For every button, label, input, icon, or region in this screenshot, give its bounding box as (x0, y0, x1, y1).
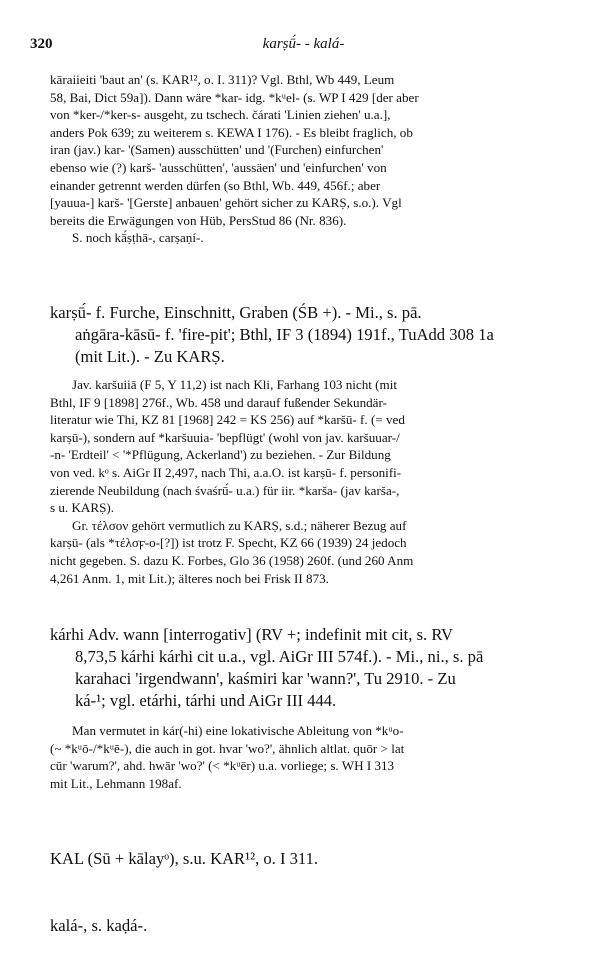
entry-karhi-notes (50, 722, 580, 792)
text-line: karṣū- (als *τέλσϝ-ο-[?]) ist trotz F. Specht, KZ 66 (1939) 24 jedoch (50, 535, 407, 551)
entry-karsu-notes (50, 376, 580, 587)
entry-line: karṣū́- f. Furche, Einschnitt, Graben (ŚB +). - Mi., s. pā. (50, 303, 422, 322)
text-line: anders Pok 639; zu weiterem s. KEWA I 176). - Es bleibt fraglich, ob (50, 124, 413, 140)
text-line: einander getrennt werden dürfen (so Bthl, Wb. 449, 456f.; aber (50, 177, 381, 193)
entry-karhi (50, 624, 590, 712)
text-line: von ved. kᵒ s. AiGr II 2,497, nach Thi, a.a.O. ist karṣū- f. personifi- (50, 464, 402, 480)
text-line: literatur wie Thi, KZ 81 [1968] 242 = KS 256) auf *karšū- f. (= ved (50, 412, 405, 428)
text-line: Bthl, IF 9 [1898] 276f., Wb. 458 und darauf fußender Sekundär- (50, 394, 387, 410)
text-line: von *ker-/*ker-s- ausgeht, zu tschech. čárati 'Linien ziehen' u.a.], (50, 107, 391, 123)
text-line: Man vermutet in kár(-hi) eine lokativische Ableitung von *kᵘo- (72, 723, 404, 738)
page-number: 320 (30, 36, 53, 52)
continuation-block (50, 71, 580, 247)
text-line: 4,261 Anm. 1, mit Lit.); älteres noch bei Frisk II 873. (50, 570, 329, 586)
page-header (30, 36, 577, 58)
entry-kala (50, 915, 590, 937)
see-also-line: S. noch kā́ṣṭhā-, carṣaṇí-. (72, 230, 204, 246)
text-line: nicht gegeben. S. dazu K. Forbes, Glo 36 (1958) 260f. (und 260 Anm (50, 552, 414, 568)
entry-kal (50, 848, 590, 870)
entry-line: kárhi Adv. wann [interrogativ] (RV +; indefinit mit cit, s. RV (50, 625, 454, 644)
text-line: karṣū-), sondern auf *karšuuia- 'bepflügt' (wohl von jav. karšuuar-/ (50, 429, 400, 445)
text-line: bereits die Erwägungen von Hüb, PersStud 86 (Nr. 836). (50, 212, 347, 228)
entry-line: kalá-, s. kaḍá-. (50, 916, 148, 935)
text-line: Jav. karšuiiā (F 5, Y 11,2) ist nach Kli, Farhang 103 nicht (mit (72, 377, 397, 392)
entry-line: 8,73,5 kárhi kárhi cit u.a., vgl. AiGr III 574f.). - Mi., ni., s. pā (75, 647, 484, 666)
entry-line: karahaci 'irgendwann', kaśmiri kar 'wann?', Tu 2910. - Zu (75, 669, 456, 688)
entry-karsu (50, 302, 590, 368)
text-line: mit Lit., Lehmann 198af. (50, 775, 182, 791)
running-head: karṣū́- - kalá- (262, 36, 345, 52)
text-line: cūr 'warum?', ahd. hwār 'wo?' (< *kᵘēr) u.a. vorliege; s. WH I 313 (50, 758, 395, 774)
text-line: [yauua-] karš- '[Gerste] anbauen' gehört sicher zu KARṢ, s.o.). Vgl (50, 195, 402, 211)
text-line: ebenso wie (?) karš- 'ausschütten', 'aussäen' und 'einfurchen' von (50, 159, 387, 175)
text-line: -n- 'Erdteil' < '*Pflügung, Ackerland') zu beziehen. - Zur Bildung (50, 447, 391, 463)
entry-line: KAL (Sū + kālayᵒ), s.u. KAR¹², o. I 311. (50, 849, 319, 868)
text-line: iran (jav.) kar- '(Samen) ausschütten' und '(Furchen) einfurchen' (50, 142, 384, 158)
text-line: s u. KARṢ). (50, 500, 115, 516)
text-line: Gr. τέλσον gehört vermutlich zu KARṢ, s.d.; näherer Bezug auf (72, 517, 407, 533)
text-line: zierende Neubildung (nach śvaśrū́- u.a.) für iir. *karša- (jav karša-, (50, 482, 400, 498)
entry-line: aṅgāra-kāsū- f. 'fire-pit'; Bthl, IF 3 (1894) 191f., TuAdd 308 1a (75, 325, 494, 344)
text-line: (~ *kᵘō-/*kᵘē-), die auch in got. hvar 'wo?', ähnlich altlat. quōr > lat (50, 740, 405, 756)
text-line: kāraiieiti 'baut an' (s. KAR¹², o. I. 311)? Vgl. Bthl, Wb 449, Leum (50, 72, 395, 87)
entry-line: ká-¹; vgl. etárhi, tárhi und AiGr III 444. (75, 691, 337, 710)
entry-line: (mit Lit.). - Zu KARṢ. (75, 347, 225, 366)
text-line: 58, Bai, Dict 59a]). Dann wäre *kar- idg. *kᵘel- (s. WP I 429 [der aber (50, 89, 419, 105)
